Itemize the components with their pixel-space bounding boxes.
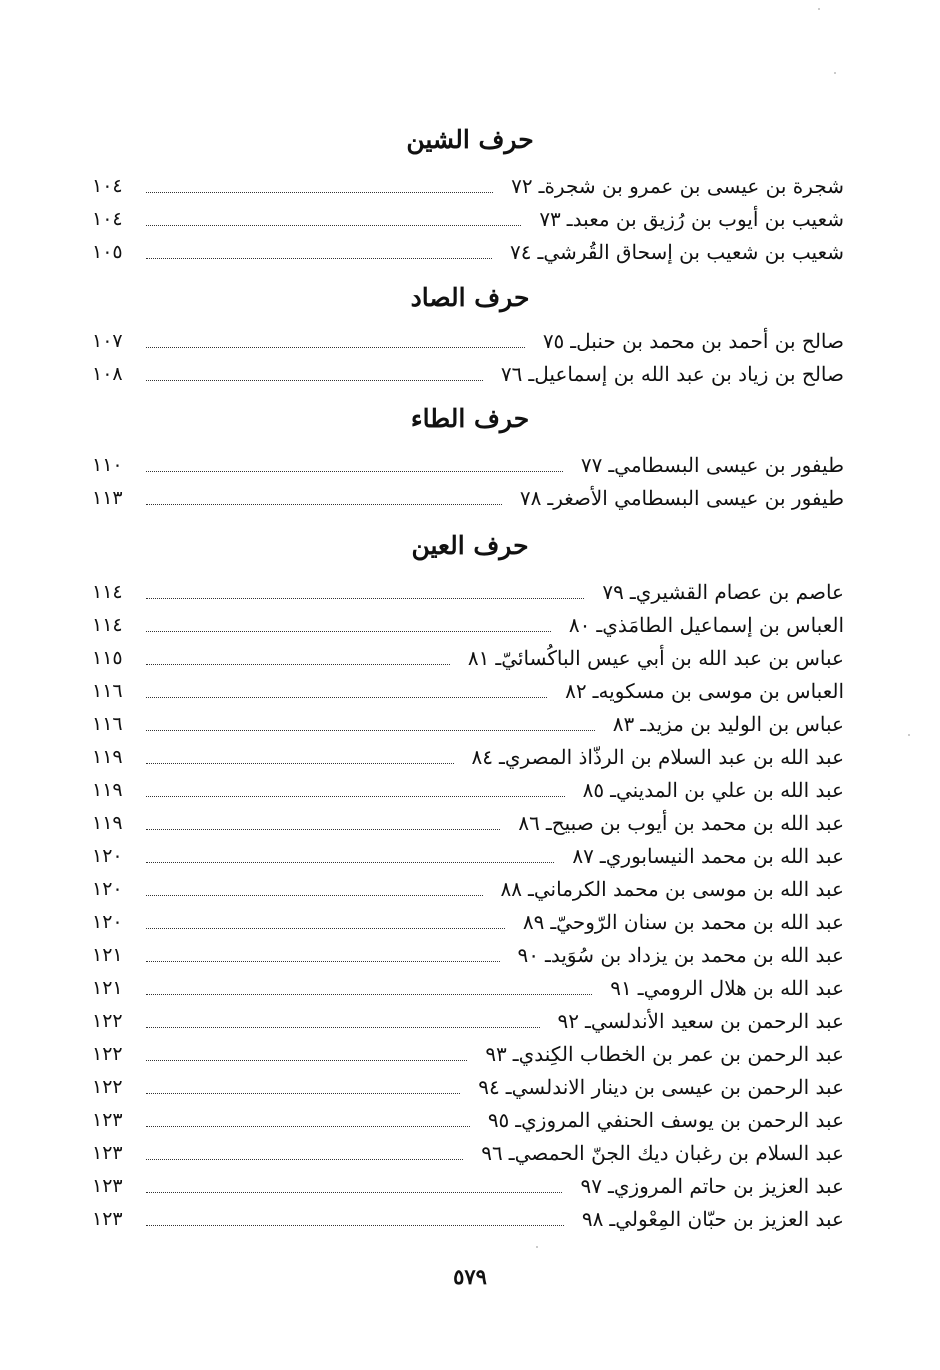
dot-leader [146,664,450,665]
entry-number: ٩١ [610,976,632,1000]
entry-name: عبد الله بن محمد النيسابوري [605,844,844,868]
index-entry [92,1203,844,1236]
index-entry [92,1038,844,1071]
index-entry [92,1170,844,1203]
entry-page-number: ١٢٠ [92,878,123,900]
entry-page-number: ١١٩ [92,812,123,834]
entry-separator: ـ [609,1207,616,1231]
entry-number: ٨٩ [522,910,545,934]
entry-name: عبد الله بن هلال الرومي [643,976,844,1000]
dot-leader [146,862,554,863]
entry-separator: ـ [637,976,644,1000]
entry-name: عبد الله بن عبد السلام بن الرذّاذ المصري [504,745,844,769]
index-entry [92,170,844,203]
section-heading: حرف الشين [406,125,534,154]
index-entry [92,807,844,840]
entry-text [462,642,844,675]
scan-speck [818,8,820,10]
index-entry [92,325,844,358]
entry-text [472,1071,844,1104]
dot-leader [146,1159,463,1160]
entry-number: ٩٠ [517,943,539,967]
entry-name: عبد الله بن محمد بن يزداد بن سُوَيد [550,943,844,967]
entry-number: ٨١ [467,646,490,670]
entry-name: العباس بن موسى بن مسكويه [598,679,844,703]
index-entry [92,609,844,642]
entry-number: ٩٥ [487,1108,510,1132]
entry-number: ٩٨ [581,1207,604,1231]
entry-name: شعيب بن شعيب بن إسحاق القُرشي [543,240,844,264]
entry-page-number: ١١٥ [92,647,123,669]
dot-leader [146,631,551,632]
entry-name: طيفور بن عيسى البسطامي [614,453,844,477]
entry-text [512,939,845,972]
entry-separator: ـ [537,240,544,264]
entry-page-number: ١٢٣ [92,1175,123,1197]
entry-separator: ـ [608,453,615,477]
entry-number: ٧٩ [602,580,624,604]
entry-name: عبد الله بن موسى بن محمد الكرماني [533,877,844,901]
dot-leader [146,961,500,962]
index-entry [92,741,844,774]
entry-page-number: ١٠٧ [92,330,123,352]
entry-separator: ـ [545,811,552,835]
entry-name: صالح بن أحمد بن محمد بن حنبل [576,329,844,353]
entry-number: ٩٦ [481,1141,503,1165]
dot-leader [146,380,483,381]
entry-number: ٩٧ [580,1174,602,1198]
index-entry [92,1005,844,1038]
entry-separator: ـ [528,362,535,386]
entry-separator: ـ [640,712,647,736]
entry-name: عبد الرحمن بن سعيد الأندلسي [590,1009,844,1033]
index-entry [92,972,844,1005]
entry-text [479,1038,844,1071]
index-entry [92,774,844,807]
page-number: ٥٧٩ [453,1264,487,1289]
entry-text [552,1005,844,1038]
entry-page-number: ١١٦ [92,680,123,702]
entry-separator: ـ [499,745,505,769]
entry-separator: ـ [512,1042,519,1066]
index-entry [92,1071,844,1104]
entry-separator: ـ [610,778,616,802]
entry-text [495,358,844,391]
entry-name: عبد العزيز بن حبّان المِعْولي [615,1207,844,1231]
entry-text [495,873,844,906]
entry-text [576,1203,844,1236]
index-entry [92,906,844,939]
entry-number: ٧٨ [519,486,542,510]
entry-name: عباس بن الوليد بن مزيد [646,712,844,736]
index-entry [92,482,844,515]
entry-page-number: ١٠٨ [92,363,123,385]
entry-page-number: ١٠٤ [92,208,123,230]
dot-leader [146,994,592,995]
entry-number: ٨٢ [565,679,587,703]
entry-text [517,906,844,939]
entry-page-number: ١٢٣ [92,1208,123,1230]
index-entry [92,708,844,741]
entry-page-number: ١٠٤ [92,175,123,197]
entry-text [505,170,844,203]
entry-text [475,1137,844,1170]
dot-leader [146,258,492,259]
entry-page-number: ١١٤ [92,581,123,603]
entry-text [533,203,844,236]
dot-leader [146,1027,540,1028]
index-entry [92,1104,844,1137]
entry-page-number: ١١٣ [92,487,123,509]
entry-text [559,675,844,708]
entry-text [504,236,844,269]
entry-number: ٧٧ [580,453,603,477]
dot-leader [146,225,521,226]
index-entry [92,939,844,972]
entry-separator: ـ [495,646,502,670]
index-entry [92,642,844,675]
index-entry [92,840,844,873]
entry-number: ٧٢ [511,174,533,198]
entry-number: ٧٤ [510,240,532,264]
entry-page-number: ١١٦ [92,713,123,735]
entry-page-number: ١٢٢ [92,1043,123,1065]
entry-text [604,972,844,1005]
entry-name: شجرة بن عيسى بن عمرو بن شجرة [544,174,844,198]
entry-name: عبد الرحمن بن يوسف الحنفي المروزي [521,1108,844,1132]
dot-leader [146,1126,470,1127]
entry-name: صالح بن زياد بن عبد الله بن إسماعيل [534,362,844,386]
entry-text [607,708,844,741]
entry-number: ٨٦ [518,811,540,835]
entry-number: ٨٧ [572,844,594,868]
entry-number: ٨٣ [612,712,635,736]
entry-name: عبد الله بن محمد بن أيوب بن صبيح [551,811,844,835]
entry-separator: ـ [544,943,551,967]
scan-speck [536,1246,538,1248]
entry-name: عاصم بن عصام القشيري [635,580,844,604]
entry-separator: ـ [528,877,534,901]
entry-page-number: ١١٩ [92,779,123,801]
entry-separator: ـ [508,1141,515,1165]
entry-name: عباس بن عبد الله بن أبي عيس الباكُسائيّ [501,646,844,670]
dot-leader [146,1192,562,1193]
entry-name: عبد السلام بن رغبان ديك الجنّ الحمصي [514,1141,844,1165]
entry-separator: ـ [592,679,599,703]
entry-number: ٨٨ [500,877,523,901]
section-heading: حرف الطاء [410,404,530,433]
entry-page-number: ١٢٢ [92,1010,123,1032]
entry-number: ٨٥ [582,778,605,802]
entry-page-number: ١٢٢ [92,1076,123,1098]
entry-name: عبد الله بن محمد بن سنان الرّوحيّ [556,910,844,934]
entry-number: ٧٣ [539,207,561,231]
entry-text [482,1104,844,1137]
entry-number: ٧٦ [500,362,523,386]
entry-text [577,774,844,807]
entry-separator: ـ [607,1174,614,1198]
entry-separator: ـ [566,207,573,231]
entry-separator: ـ [550,910,557,934]
entry-text [596,576,844,609]
index-entry [92,1137,844,1170]
entry-separator: ـ [585,1009,591,1033]
dot-leader [146,598,584,599]
dot-leader [146,697,547,698]
dot-leader [146,1225,564,1226]
entry-page-number: ١١٠ [92,454,123,476]
entry-number: ٧٥ [542,329,565,353]
entry-text [563,609,844,642]
entry-separator: ـ [629,580,636,604]
entry-page-number: ١٢١ [92,944,123,966]
entry-name: العباس بن إسماعيل الطامَذي [602,613,844,637]
entry-number: ٩٤ [478,1075,500,1099]
entry-text [514,482,844,515]
entry-page-number: ١٢٣ [92,1109,123,1131]
dot-leader [146,1060,467,1061]
scan-speck [908,734,910,736]
dot-leader [146,471,563,472]
section-heading: حرف الصاد [410,283,530,312]
entry-separator: ـ [515,1108,522,1132]
entry-page-number: ١٢١ [92,977,123,999]
entry-separator: ـ [570,329,577,353]
entry-separator: ـ [596,613,603,637]
index-entry [92,358,844,391]
entry-page-number: ١٠٥ [92,241,123,263]
dot-leader [146,928,505,929]
entry-name: طيفور بن عيسى البسطامي الأصغر [553,486,844,510]
index-entry [92,873,844,906]
dot-leader [146,192,493,193]
dot-leader [146,730,595,731]
entry-name: عبد الرحمن بن عيسى بن دينار الاندلسي [511,1075,844,1099]
entry-number: ٩٣ [485,1042,507,1066]
index-entry [92,576,844,609]
entry-text [574,1170,844,1203]
entry-text [512,807,844,840]
dot-leader [146,347,525,348]
entry-page-number: ١٢٣ [92,1142,123,1164]
entry-page-number: ١٢٠ [92,845,123,867]
index-entry [92,236,844,269]
entry-text [466,741,844,774]
dot-leader [146,796,565,797]
entry-name: عبد الله بن علي بن المديني [615,778,844,802]
entry-number: ٨٤ [471,745,494,769]
entry-name: شعيب بن أيوب بن رُزيق بن معبد [572,207,844,231]
entry-separator: ـ [505,1075,512,1099]
dot-leader [146,829,500,830]
dot-leader [146,763,454,764]
entry-page-number: ١١٤ [92,614,123,636]
index-entry [92,203,844,236]
entry-text [566,840,844,873]
index-entry [92,449,844,482]
entry-number: ٨٠ [568,613,591,637]
entry-text [537,325,844,358]
section-heading: حرف العين [411,531,529,560]
entry-page-number: ١١٩ [92,746,123,768]
entry-separator: ـ [547,486,554,510]
entry-separator: ـ [599,844,606,868]
entry-name: عبد العزيز بن حاتم المروزي [613,1174,844,1198]
dot-leader [146,1093,460,1094]
entry-number: ٩٢ [557,1009,580,1033]
entry-separator: ـ [538,174,545,198]
scan-speck [834,72,836,74]
dot-leader [146,504,502,505]
dot-leader [146,895,483,896]
entry-text [575,449,844,482]
entry-page-number: ١٢٠ [92,911,123,933]
index-entry [92,675,844,708]
entry-name: عبد الرحمن بن عمر بن الخطاب الكِندي [518,1042,844,1066]
